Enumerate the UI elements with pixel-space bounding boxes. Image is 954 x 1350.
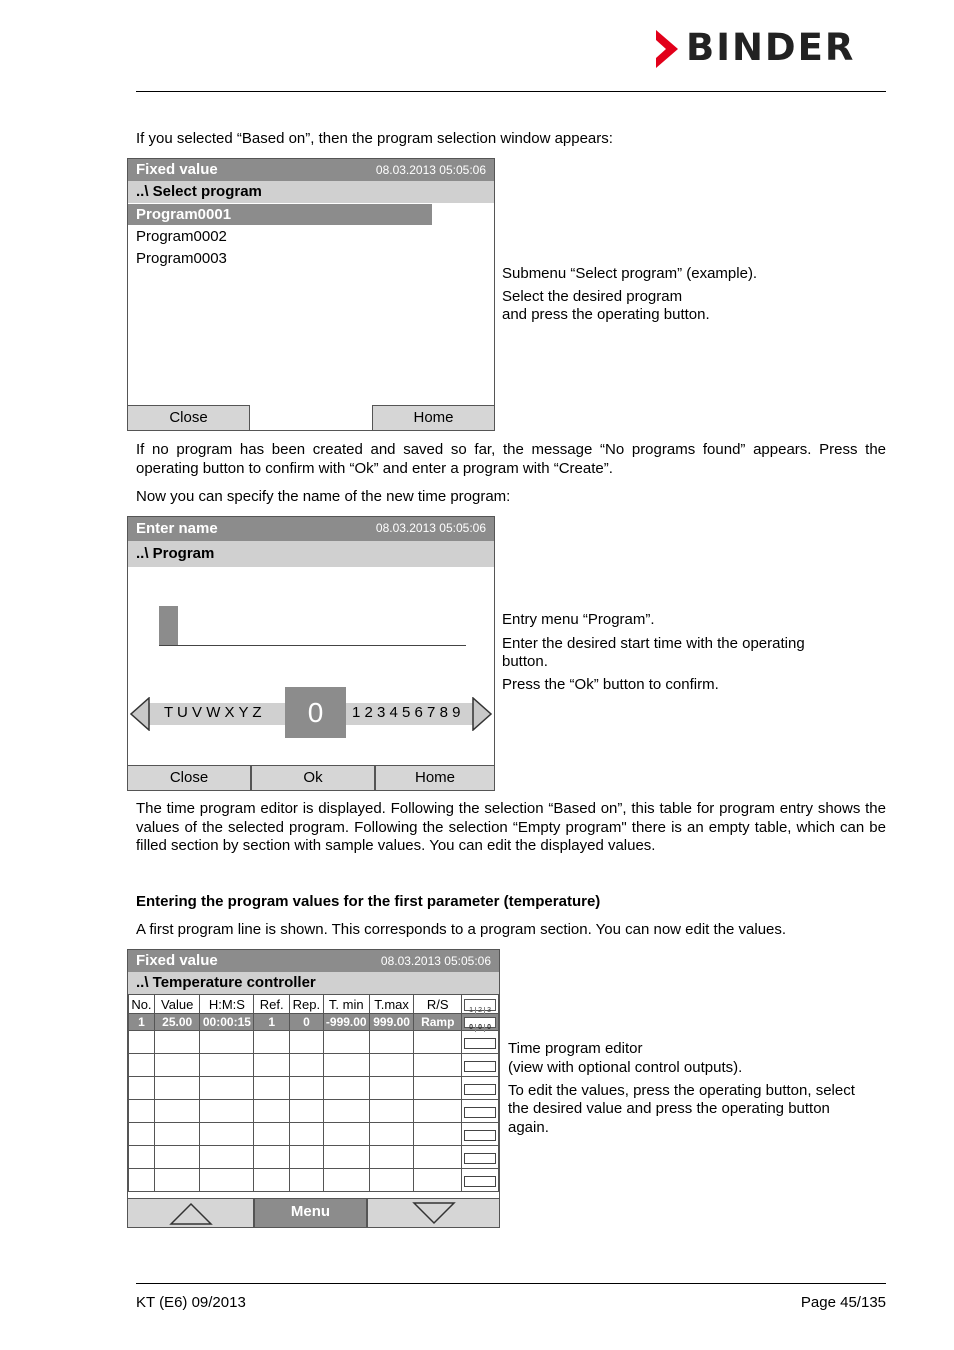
cell[interactable] [129, 1169, 155, 1192]
cell[interactable] [414, 1146, 462, 1169]
screen-title: Fixed value [136, 161, 218, 178]
left-characters: T U V W X Y Z [164, 704, 262, 721]
section-heading: Entering the program values for the first parameter (temperature) [136, 893, 601, 910]
table-header [129, 995, 499, 1014]
cell[interactable] [154, 1123, 200, 1146]
select-program-screen [127, 158, 495, 431]
cell[interactable] [254, 1031, 290, 1054]
cell[interactable] [200, 1123, 254, 1146]
outputs-cell[interactable] [462, 1014, 499, 1031]
cell[interactable] [154, 1077, 200, 1100]
outputs-cell[interactable] [462, 1123, 499, 1146]
table-row[interactable] [129, 1054, 499, 1077]
cell[interactable]: Ramp [414, 1014, 462, 1031]
cell[interactable] [290, 1146, 324, 1169]
submenu-bar [128, 541, 494, 567]
cell[interactable] [323, 1169, 369, 1192]
desc3-line2: (view with optional control outputs). [508, 1059, 743, 1076]
cell[interactable] [369, 1146, 414, 1169]
program-label: Program0002 [136, 228, 227, 245]
table-row[interactable] [129, 1123, 499, 1146]
program-editor-screen [127, 949, 500, 1228]
home-button[interactable]: Home [375, 765, 495, 791]
cell[interactable] [200, 1146, 254, 1169]
cell[interactable]: 00:00:15 [200, 1014, 254, 1031]
cell[interactable]: 25.00 [154, 1014, 200, 1031]
cell[interactable] [414, 1123, 462, 1146]
datetime: 08.03.2013 05:05:06 [380, 954, 491, 968]
outputs-indicator [464, 1153, 496, 1164]
outputs-cell[interactable] [462, 1031, 499, 1054]
outputs-indicator [464, 1061, 496, 1072]
right-characters: 1 2 3 4 5 6 7 8 9 [352, 704, 461, 721]
cell[interactable] [414, 1100, 462, 1123]
desc3-line3a: To edit the values, press the operating button, select [508, 1082, 855, 1099]
desc1-line3: and press the operating button. [502, 306, 710, 323]
column-header: T.max [369, 995, 414, 1014]
program-label: Program0001 [136, 206, 232, 223]
selected-character[interactable] [285, 687, 346, 738]
table-row[interactable] [129, 1146, 499, 1169]
outputs-indicator [464, 1038, 496, 1049]
cell[interactable] [369, 1031, 414, 1054]
submenu-label: ..\ Select program [136, 183, 262, 200]
enter-name-screen [127, 516, 495, 791]
intro-text: If you selected “Based on”, then the program selection window appears: [136, 130, 613, 147]
first-line-paragraph: A first program line is shown. This corresponds to a program section. You can now edit the values. [136, 921, 787, 938]
desc2-line2a: Enter the desired start time with the operating [502, 635, 805, 652]
cell[interactable] [323, 1031, 369, 1054]
outputs-cell[interactable] [462, 1077, 499, 1100]
cell[interactable] [323, 1054, 369, 1077]
cell[interactable] [154, 1054, 200, 1077]
program-item[interactable] [136, 250, 227, 267]
cell[interactable] [290, 1100, 324, 1123]
cell[interactable] [290, 1169, 324, 1192]
cell[interactable] [323, 1077, 369, 1100]
datetime: 08.03.2013 05:05:06 [375, 521, 486, 535]
program-label: Program0003 [136, 250, 227, 267]
datetime: 08.03.2013 05:05:06 [375, 163, 486, 177]
column-header: Ref. [254, 995, 290, 1014]
desc1-line2: Select the desired program [502, 288, 683, 305]
table-row-selected[interactable] [129, 1014, 499, 1031]
outputs-cell[interactable] [462, 1169, 499, 1192]
title-bar [128, 159, 494, 181]
column-header: T. min [323, 995, 369, 1014]
cell[interactable] [369, 1054, 414, 1077]
cell[interactable]: -999.00 [323, 1014, 369, 1031]
outputs-indicator [464, 1176, 496, 1187]
desc2-line3: Press the “Ok” button to confirm. [502, 676, 719, 693]
outputs-cell[interactable] [462, 1100, 499, 1123]
cell[interactable]: 999.00 [369, 1014, 414, 1031]
text-cursor [159, 606, 178, 646]
logo-text: BINDER [686, 26, 856, 69]
desc3-line3c: again. [508, 1119, 549, 1136]
cell[interactable] [200, 1031, 254, 1054]
column-header: Value [154, 995, 200, 1014]
cell[interactable] [200, 1054, 254, 1077]
desc2-line2b: button. [502, 653, 548, 670]
program-item[interactable] [136, 228, 227, 245]
footer-rule [136, 1283, 886, 1284]
cell[interactable] [154, 1100, 200, 1123]
desc1-line1: Submenu “Select program” (example). [502, 265, 758, 282]
cell[interactable] [129, 1031, 155, 1054]
cell[interactable]: 1 [129, 1014, 155, 1031]
output-label: 2 [476, 1007, 485, 1015]
screen-title: Enter name [136, 520, 218, 537]
cell[interactable] [290, 1031, 324, 1054]
cell[interactable] [290, 1077, 324, 1100]
outputs-indicator [464, 1130, 496, 1141]
title-bar [128, 950, 499, 972]
close-button[interactable]: Close [127, 765, 251, 791]
cell[interactable] [129, 1054, 155, 1077]
cell[interactable] [323, 1146, 369, 1169]
outputs-indicator [464, 1084, 496, 1095]
cell[interactable] [129, 1077, 155, 1100]
column-header: No. [129, 995, 155, 1014]
cell[interactable] [369, 1123, 414, 1146]
outputs-cell[interactable] [462, 1146, 499, 1169]
column-header: H:M:S [200, 995, 254, 1014]
cell[interactable] [154, 1146, 200, 1169]
cell[interactable] [129, 1123, 155, 1146]
cell[interactable] [129, 1146, 155, 1169]
right-arrow-icon[interactable] [472, 697, 492, 731]
no-program-paragraph: If no program has been created and saved so far, the message “No programs found” appears. Press the operating button to confirm with “Ok” and enter a program with “Create”. [136, 441, 886, 477]
desc3-line3b: the desired value and press the operating button [508, 1100, 830, 1117]
title-bar [128, 517, 494, 541]
cell[interactable] [154, 1031, 200, 1054]
table-row[interactable] [129, 1169, 499, 1192]
column-header: Rep. [290, 995, 324, 1014]
name-input-line[interactable] [159, 645, 466, 646]
header-rule [136, 91, 886, 92]
cell[interactable] [369, 1100, 414, 1123]
cell[interactable] [200, 1077, 254, 1100]
program-table [128, 994, 499, 1192]
editor-paragraph: The time program editor is displayed. Following the selection “Based on”, this table for program entry shows the values of the selected program. Following the selection “Empty program" there is an empty table, which can be filled section by section with sample values. You can edit the displayed values. [136, 800, 886, 854]
scroll-down-button[interactable] [367, 1198, 500, 1228]
left-arrow-icon[interactable] [130, 697, 150, 731]
desc2-line1: Entry menu “Program”. [502, 611, 655, 628]
cell[interactable] [414, 1054, 462, 1077]
submenu-bar [128, 181, 494, 203]
close-button[interactable]: Close [127, 405, 250, 431]
outputs-cell[interactable] [462, 1054, 499, 1077]
footer-right: Page 45/135 [800, 1294, 886, 1311]
program-item-selected[interactable] [128, 204, 432, 225]
cell[interactable] [323, 1100, 369, 1123]
enter-name-paragraph: Now you can specify the name of the new time program: [136, 488, 511, 505]
outputs-indicator [464, 1107, 496, 1118]
cell[interactable] [414, 1169, 462, 1192]
cell[interactable] [290, 1123, 324, 1146]
up-triangle-icon [169, 1202, 213, 1226]
cell[interactable] [369, 1169, 414, 1192]
binder-logo [652, 28, 892, 68]
output-value: 0 [476, 1024, 485, 1032]
selected-character-label: 0 [307, 697, 324, 728]
cell[interactable] [254, 1123, 290, 1146]
ok-button[interactable]: Ok [251, 765, 375, 791]
cell[interactable] [290, 1054, 324, 1077]
table-row[interactable] [129, 1031, 499, 1054]
submenu-label: ..\ Temperature controller [136, 974, 316, 991]
submenu-bar [128, 972, 499, 994]
output-value: 0 [467, 1024, 476, 1032]
cell[interactable]: 1 [254, 1014, 290, 1031]
cell[interactable] [323, 1123, 369, 1146]
cell[interactable] [414, 1031, 462, 1054]
cell[interactable] [129, 1100, 155, 1123]
table-row[interactable] [129, 1077, 499, 1100]
desc3-line1: Time program editor [508, 1040, 643, 1057]
cell[interactable] [414, 1077, 462, 1100]
output-value: 0 [487, 1024, 491, 1032]
cell[interactable] [154, 1169, 200, 1192]
footer-left: KT (E6) 09/2013 [136, 1294, 246, 1311]
logo-mark-icon [652, 30, 682, 68]
cell[interactable] [254, 1054, 290, 1077]
menu-button[interactable]: Menu [254, 1198, 367, 1228]
scroll-up-button[interactable] [127, 1198, 254, 1228]
cell[interactable] [200, 1169, 254, 1192]
output-label: 1 [467, 1007, 476, 1015]
submenu-label: ..\ Program [136, 545, 215, 562]
cell[interactable] [200, 1100, 254, 1123]
cell[interactable] [369, 1077, 414, 1100]
cell[interactable] [254, 1169, 290, 1192]
outputs-header [462, 995, 499, 1014]
output-label: 3 [487, 1007, 491, 1015]
screen-title: Fixed value [136, 952, 218, 969]
down-triangle-icon [412, 1201, 456, 1225]
table-row[interactable] [129, 1100, 499, 1123]
home-button[interactable]: Home [372, 405, 495, 431]
cell[interactable] [254, 1077, 290, 1100]
outputs-indicator [464, 1017, 496, 1032]
cell[interactable] [254, 1100, 290, 1123]
cell[interactable]: 0 [290, 1014, 324, 1031]
column-header: R/S [414, 995, 462, 1014]
outputs-indicator [464, 999, 496, 1015]
cell[interactable] [254, 1146, 290, 1169]
